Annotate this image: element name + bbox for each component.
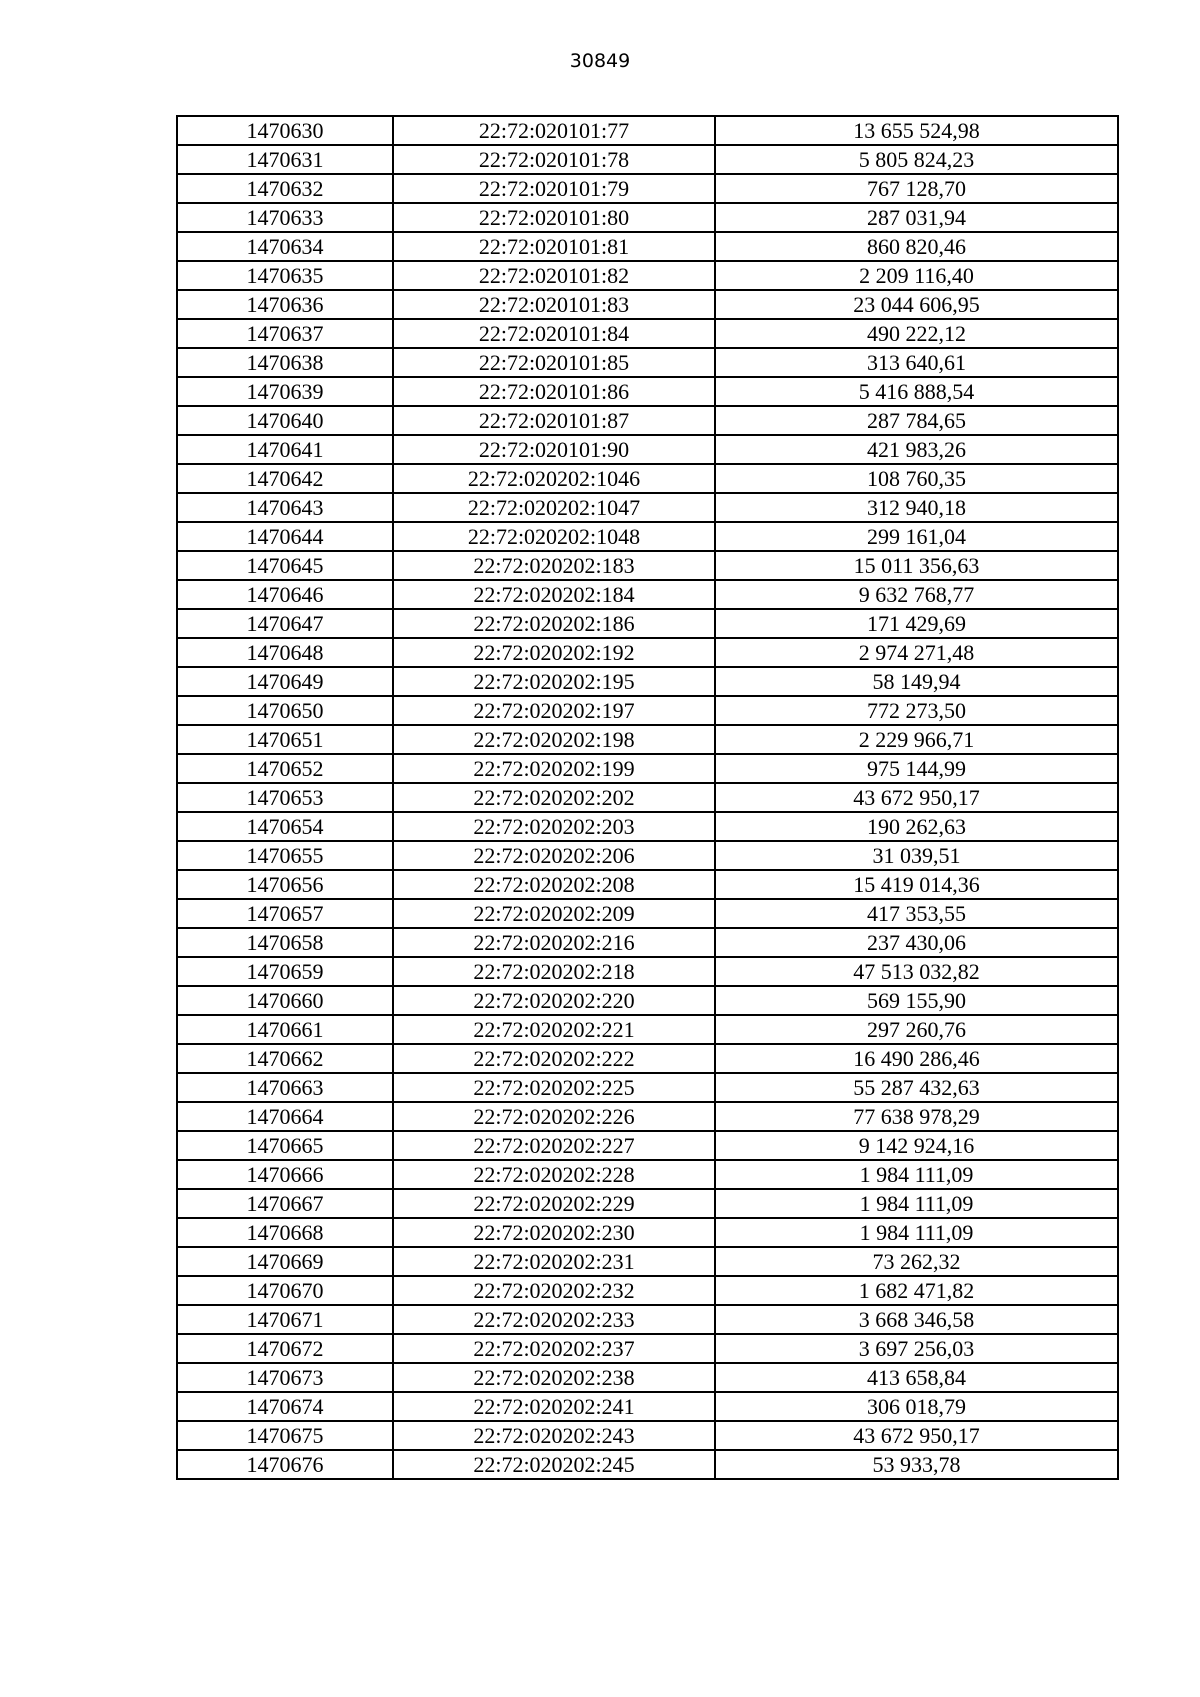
row-number-cell: 1470665: [177, 1131, 393, 1160]
row-number-cell: 1470658: [177, 928, 393, 957]
cadastral-number-cell: 22:72:020101:78: [393, 145, 715, 174]
table-row: [177, 841, 1118, 870]
table-row: [177, 638, 1118, 667]
cadastral-number-cell: 22:72:020101:87: [393, 406, 715, 435]
cadastral-number-cell: 22:72:020202:241: [393, 1392, 715, 1421]
table-row: [177, 174, 1118, 203]
row-number-cell: 1470655: [177, 841, 393, 870]
row-number-cell: 1470636: [177, 290, 393, 319]
cadastral-number-cell: 22:72:020202:230: [393, 1218, 715, 1247]
cadastral-value-cell: 287 031,94: [715, 203, 1118, 232]
cadastral-number-cell: 22:72:020202:220: [393, 986, 715, 1015]
row-number-cell: 1470666: [177, 1160, 393, 1189]
table-row: [177, 1334, 1118, 1363]
table-row: [177, 203, 1118, 232]
table-row: [177, 580, 1118, 609]
cadastral-number-cell: 22:72:020202:206: [393, 841, 715, 870]
cadastral-value-cell: 16 490 286,46: [715, 1044, 1118, 1073]
row-number-cell: 1470642: [177, 464, 393, 493]
table-row: [177, 1218, 1118, 1247]
cadastral-value-cell: 1 682 471,82: [715, 1276, 1118, 1305]
table-row: [177, 754, 1118, 783]
row-number-cell: 1470650: [177, 696, 393, 725]
cadastral-number-cell: 22:72:020101:79: [393, 174, 715, 203]
row-number-cell: 1470664: [177, 1102, 393, 1131]
cadastral-number-cell: 22:72:020202:227: [393, 1131, 715, 1160]
cadastral-number-cell: 22:72:020202:198: [393, 725, 715, 754]
row-number-cell: 1470635: [177, 261, 393, 290]
row-number-cell: 1470675: [177, 1421, 393, 1450]
table-row: [177, 667, 1118, 696]
row-number-cell: 1470653: [177, 783, 393, 812]
row-number-cell: 1470637: [177, 319, 393, 348]
cadastral-number-cell: 22:72:020202:202: [393, 783, 715, 812]
cadastral-number-cell: 22:72:020202:218: [393, 957, 715, 986]
row-number-cell: 1470674: [177, 1392, 393, 1421]
cadastral-number-cell: 22:72:020202:245: [393, 1450, 715, 1479]
row-number-cell: 1470657: [177, 899, 393, 928]
row-number-cell: 1470632: [177, 174, 393, 203]
cadastral-value-cell: 15 011 356,63: [715, 551, 1118, 580]
cadastral-number-cell: 22:72:020202:229: [393, 1189, 715, 1218]
row-number-cell: 1470633: [177, 203, 393, 232]
row-number-cell: 1470649: [177, 667, 393, 696]
cadastral-number-cell: 22:72:020202:1048: [393, 522, 715, 551]
table-row: [177, 725, 1118, 754]
cadastral-value-cell: 1 984 111,09: [715, 1218, 1118, 1247]
table-row: [177, 522, 1118, 551]
row-number-cell: 1470630: [177, 116, 393, 145]
cadastral-value-cell: 9 142 924,16: [715, 1131, 1118, 1160]
cadastral-value-cell: 5 805 824,23: [715, 145, 1118, 174]
cadastral-value-cell: 299 161,04: [715, 522, 1118, 551]
table-row: [177, 464, 1118, 493]
table-row: [177, 1276, 1118, 1305]
cadastral-number-cell: 22:72:020101:86: [393, 377, 715, 406]
row-number-cell: 1470648: [177, 638, 393, 667]
row-number-cell: 1470661: [177, 1015, 393, 1044]
table-row: [177, 435, 1118, 464]
row-number-cell: 1470644: [177, 522, 393, 551]
cadastral-number-cell: 22:72:020101:81: [393, 232, 715, 261]
cadastral-value-cell: 53 933,78: [715, 1450, 1118, 1479]
table-row: [177, 1189, 1118, 1218]
cadastral-number-cell: 22:72:020202:184: [393, 580, 715, 609]
cadastral-number-cell: 22:72:020202:228: [393, 1160, 715, 1189]
table-row: [177, 928, 1118, 957]
cadastral-value-cell: 1 984 111,09: [715, 1189, 1118, 1218]
cadastral-value-cell: 312 940,18: [715, 493, 1118, 522]
cadastral-value-cell: 73 262,32: [715, 1247, 1118, 1276]
row-number-cell: 1470662: [177, 1044, 393, 1073]
cadastral-number-cell: 22:72:020202:222: [393, 1044, 715, 1073]
cadastral-value-cell: 43 672 950,17: [715, 783, 1118, 812]
row-number-cell: 1470645: [177, 551, 393, 580]
cadastral-value-cell: 313 640,61: [715, 348, 1118, 377]
table-row: [177, 1073, 1118, 1102]
cadastral-value-cell: 306 018,79: [715, 1392, 1118, 1421]
cadastral-number-cell: 22:72:020202:209: [393, 899, 715, 928]
row-number-cell: 1470654: [177, 812, 393, 841]
row-number-cell: 1470672: [177, 1334, 393, 1363]
cadastral-value-cell: 2 229 966,71: [715, 725, 1118, 754]
row-number-cell: 1470643: [177, 493, 393, 522]
cadastral-number-cell: 22:72:020202:186: [393, 609, 715, 638]
cadastral-value-cell: 108 760,35: [715, 464, 1118, 493]
row-number-cell: 1470659: [177, 957, 393, 986]
table-row: [177, 1421, 1118, 1450]
table-row: [177, 319, 1118, 348]
cadastral-number-cell: 22:72:020101:80: [393, 203, 715, 232]
table-row: [177, 290, 1118, 319]
cadastral-value-cell: 1 984 111,09: [715, 1160, 1118, 1189]
table-row: [177, 899, 1118, 928]
table-row: [177, 1102, 1118, 1131]
cadastral-value-cell: 2 209 116,40: [715, 261, 1118, 290]
cadastral-number-cell: 22:72:020202:197: [393, 696, 715, 725]
table-row: [177, 783, 1118, 812]
cadastral-value-cell: 3 697 256,03: [715, 1334, 1118, 1363]
table-row: [177, 1247, 1118, 1276]
row-number-cell: 1470652: [177, 754, 393, 783]
table-row: [177, 551, 1118, 580]
table-row: [177, 696, 1118, 725]
cadastral-number-cell: 22:72:020202:237: [393, 1334, 715, 1363]
cadastral-value-cell: 297 260,76: [715, 1015, 1118, 1044]
row-number-cell: 1470676: [177, 1450, 393, 1479]
cadastral-value-table: [176, 115, 1119, 1480]
row-number-cell: 1470647: [177, 609, 393, 638]
cadastral-value-cell: 15 419 014,36: [715, 870, 1118, 899]
row-number-cell: 1470631: [177, 145, 393, 174]
table-row: [177, 957, 1118, 986]
cadastral-number-cell: 22:72:020101:84: [393, 319, 715, 348]
cadastral-number-cell: 22:72:020202:233: [393, 1305, 715, 1334]
cadastral-number-cell: 22:72:020202:232: [393, 1276, 715, 1305]
table-row: [177, 493, 1118, 522]
cadastral-number-cell: 22:72:020101:83: [393, 290, 715, 319]
cadastral-value-cell: 55 287 432,63: [715, 1073, 1118, 1102]
table-row: [177, 1392, 1118, 1421]
cadastral-number-cell: 22:72:020202:203: [393, 812, 715, 841]
cadastral-number-cell: 22:72:020202:216: [393, 928, 715, 957]
table-row: [177, 812, 1118, 841]
cadastral-number-cell: 22:72:020202:243: [393, 1421, 715, 1450]
cadastral-value-cell: 190 262,63: [715, 812, 1118, 841]
cadastral-value-cell: 767 128,70: [715, 174, 1118, 203]
cadastral-number-cell: 22:72:020202:208: [393, 870, 715, 899]
cadastral-number-cell: 22:72:020202:195: [393, 667, 715, 696]
cadastral-value-cell: 569 155,90: [715, 986, 1118, 1015]
table-row: [177, 609, 1118, 638]
table-row: [177, 870, 1118, 899]
cadastral-number-cell: 22:72:020101:77: [393, 116, 715, 145]
cadastral-value-cell: 772 273,50: [715, 696, 1118, 725]
cadastral-value-cell: 490 222,12: [715, 319, 1118, 348]
cadastral-number-cell: 22:72:020101:82: [393, 261, 715, 290]
cadastral-number-cell: 22:72:020202:231: [393, 1247, 715, 1276]
cadastral-value-cell: 3 668 346,58: [715, 1305, 1118, 1334]
table-row: [177, 1160, 1118, 1189]
table-row: [177, 1044, 1118, 1073]
table-row: [177, 116, 1118, 145]
cadastral-value-cell: 417 353,55: [715, 899, 1118, 928]
cadastral-value-cell: 23 044 606,95: [715, 290, 1118, 319]
table-row: [177, 1131, 1118, 1160]
cadastral-value-cell: 5 416 888,54: [715, 377, 1118, 406]
row-number-cell: 1470638: [177, 348, 393, 377]
cadastral-value-cell: 413 658,84: [715, 1363, 1118, 1392]
table-row: [177, 232, 1118, 261]
table-row: [177, 145, 1118, 174]
row-number-cell: 1470634: [177, 232, 393, 261]
cadastral-number-cell: 22:72:020202:183: [393, 551, 715, 580]
cadastral-value-cell: 860 820,46: [715, 232, 1118, 261]
cadastral-value-cell: 237 430,06: [715, 928, 1118, 957]
table-row: [177, 1015, 1118, 1044]
row-number-cell: 1470669: [177, 1247, 393, 1276]
table-row: [177, 406, 1118, 435]
cadastral-number-cell: 22:72:020202:1046: [393, 464, 715, 493]
cadastral-number-cell: 22:72:020101:85: [393, 348, 715, 377]
row-number-cell: 1470646: [177, 580, 393, 609]
table-body: [177, 116, 1118, 1479]
row-number-cell: 1470671: [177, 1305, 393, 1334]
cadastral-value-cell: 13 655 524,98: [715, 116, 1118, 145]
row-number-cell: 1470670: [177, 1276, 393, 1305]
cadastral-value-cell: 421 983,26: [715, 435, 1118, 464]
cadastral-value-cell: 287 784,65: [715, 406, 1118, 435]
row-number-cell: 1470667: [177, 1189, 393, 1218]
cadastral-value-cell: 975 144,99: [715, 754, 1118, 783]
row-number-cell: 1470640: [177, 406, 393, 435]
table-row: [177, 1363, 1118, 1392]
page-number: 30849: [569, 50, 631, 72]
cadastral-value-cell: 58 149,94: [715, 667, 1118, 696]
cadastral-value-cell: 9 632 768,77: [715, 580, 1118, 609]
cadastral-value-cell: 43 672 950,17: [715, 1421, 1118, 1450]
table-row: [177, 377, 1118, 406]
cadastral-value-cell: 31 039,51: [715, 841, 1118, 870]
cadastral-number-cell: 22:72:020202:226: [393, 1102, 715, 1131]
table-row: [177, 1450, 1118, 1479]
table-row: [177, 348, 1118, 377]
cadastral-value-cell: 171 429,69: [715, 609, 1118, 638]
row-number-cell: 1470673: [177, 1363, 393, 1392]
cadastral-value-cell: 47 513 032,82: [715, 957, 1118, 986]
table-row: [177, 261, 1118, 290]
table-row: [177, 986, 1118, 1015]
row-number-cell: 1470668: [177, 1218, 393, 1247]
table-row: [177, 1305, 1118, 1334]
row-number-cell: 1470663: [177, 1073, 393, 1102]
cadastral-number-cell: 22:72:020202:238: [393, 1363, 715, 1392]
cadastral-number-cell: 22:72:020202:221: [393, 1015, 715, 1044]
row-number-cell: 1470639: [177, 377, 393, 406]
cadastral-value-cell: 2 974 271,48: [715, 638, 1118, 667]
cadastral-number-cell: 22:72:020202:1047: [393, 493, 715, 522]
row-number-cell: 1470641: [177, 435, 393, 464]
cadastral-number-cell: 22:72:020202:199: [393, 754, 715, 783]
row-number-cell: 1470651: [177, 725, 393, 754]
cadastral-value-cell: 77 638 978,29: [715, 1102, 1118, 1131]
cadastral-number-cell: 22:72:020202:192: [393, 638, 715, 667]
cadastral-number-cell: 22:72:020202:225: [393, 1073, 715, 1102]
row-number-cell: 1470660: [177, 986, 393, 1015]
cadastral-number-cell: 22:72:020101:90: [393, 435, 715, 464]
row-number-cell: 1470656: [177, 870, 393, 899]
